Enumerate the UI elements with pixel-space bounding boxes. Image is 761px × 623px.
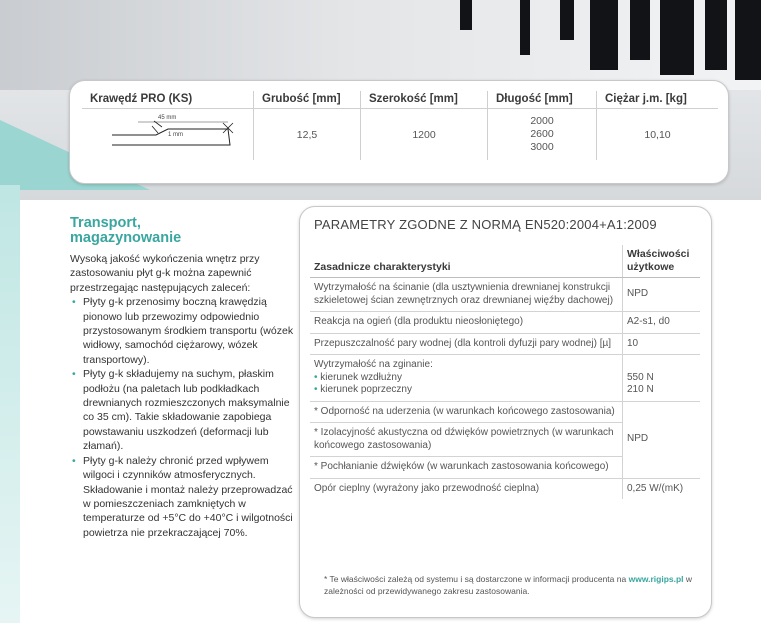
table-row: * Pochłanianie dźwięków (w warunkach zastosowania końcowego) xyxy=(310,457,700,479)
params-header-characteristics: Zasadnicze charakterystyki xyxy=(310,245,623,278)
diagram-label-bottom: 1 mm xyxy=(167,132,183,138)
transport-intro: Wysoką jakość wykończenia wnętrz przy zastosowaniu płyt g-k można zapewnić przestrzegając następujących zaleceń: xyxy=(70,253,260,294)
teal-decor-strip xyxy=(0,185,20,623)
list-item: • Płyty g-k składujemy na suchym, płaskim podłożu (na paletach lub podkładkach drewnianych rozmieszczonych maksymalnie co 35 cm). Takie składowanie zapobiega powstawaniu uszkodzeń (deformacji lub złamań). xyxy=(72,368,290,453)
params-title: PARAMETRY ZGODNE Z NORMĄ EN520:2004+A1:2009 xyxy=(314,217,657,232)
spec-table xyxy=(82,91,718,160)
col-header-thickness: Grubość [mm] xyxy=(254,91,361,109)
length-value: 3000 xyxy=(530,141,554,153)
col-header-length: Długość [mm] xyxy=(488,91,597,109)
params-footnote: * Te właściwości zależą od systemu i są dostarczone w informacji producenta na www.rigips.pl w zależności od przewidywanego zakresu zastosowania. xyxy=(324,574,693,596)
table-row: Wytrzymałość na ścinanie (dla usztywnienia drewnianej konstrukcji szkieletowej ścian zewnętrznych oraz drewnianej więźby dachowej) NPD xyxy=(310,278,700,312)
table-row: * Odporność na uderzenia (w warunkach końcowego zastosowania) NPD xyxy=(310,401,700,423)
weight-value: 10,10 xyxy=(644,128,671,141)
col-header-width: Szerokość [mm] xyxy=(361,91,488,109)
col-header-weight: Ciężar j.m. [kg] xyxy=(597,91,719,109)
table-row: Opór cieplny (wyrażony jako przewodność cieplna) 0,25 W/(mK) xyxy=(310,478,700,499)
table-row: Przepuszczalność pary wodnej (dla kontroli dyfuzji pary wodnej) [µ] 10 xyxy=(310,333,700,355)
width-value: 1200 xyxy=(361,109,488,161)
list-item: • Płyty g-k przenosimy boczną krawędzią pionowo lub przewozimy odpowiednio przystosowanym środkiem transportu (wózek widłowy, samochód ciężarowy, wózek transportowy). xyxy=(72,296,294,366)
table-row: Reakcja na ogień (dla produktu nieosłoniętego) A2-s1, d0 xyxy=(310,312,700,334)
length-value: 2000 xyxy=(530,115,554,127)
rigips-link[interactable]: www.rigips.pl xyxy=(628,574,684,584)
diagram-label-top: 45 mm xyxy=(157,115,176,121)
length-values xyxy=(488,109,597,161)
transport-heading: Transport, magazynowanie xyxy=(70,215,182,246)
table-row: * Izolacyjność akustyczna od dźwięków powietrznych (w warunkach końcowego zastosowania) xyxy=(310,423,700,457)
col-header-edge: Krawędź PRO (KS) xyxy=(82,91,254,109)
table-row: Wytrzymałość na zginanie: • kierunek wzdłużny • kierunek poprzeczny 550 N 210 N xyxy=(310,355,700,402)
length-value: 2600 xyxy=(530,128,554,140)
params-table xyxy=(310,245,700,499)
thickness-value: 12,5 xyxy=(254,109,361,161)
list-item: • Płyty g-k należy chronić przed wpływem wilgoci i czynników atmosferycznych. Składowanie i montaż należy przeprowadzać w pomieszczeniach zamkniętych w temperaturze od +5°C do +40°C i wilgotności powietrza nie przekraczającej 70%. xyxy=(72,454,293,539)
params-card xyxy=(299,206,712,618)
transport-list xyxy=(70,295,302,540)
edge-diagram xyxy=(82,109,254,161)
spec-card xyxy=(69,80,729,184)
params-header-properties: Właściwości użytkowe xyxy=(623,245,701,278)
